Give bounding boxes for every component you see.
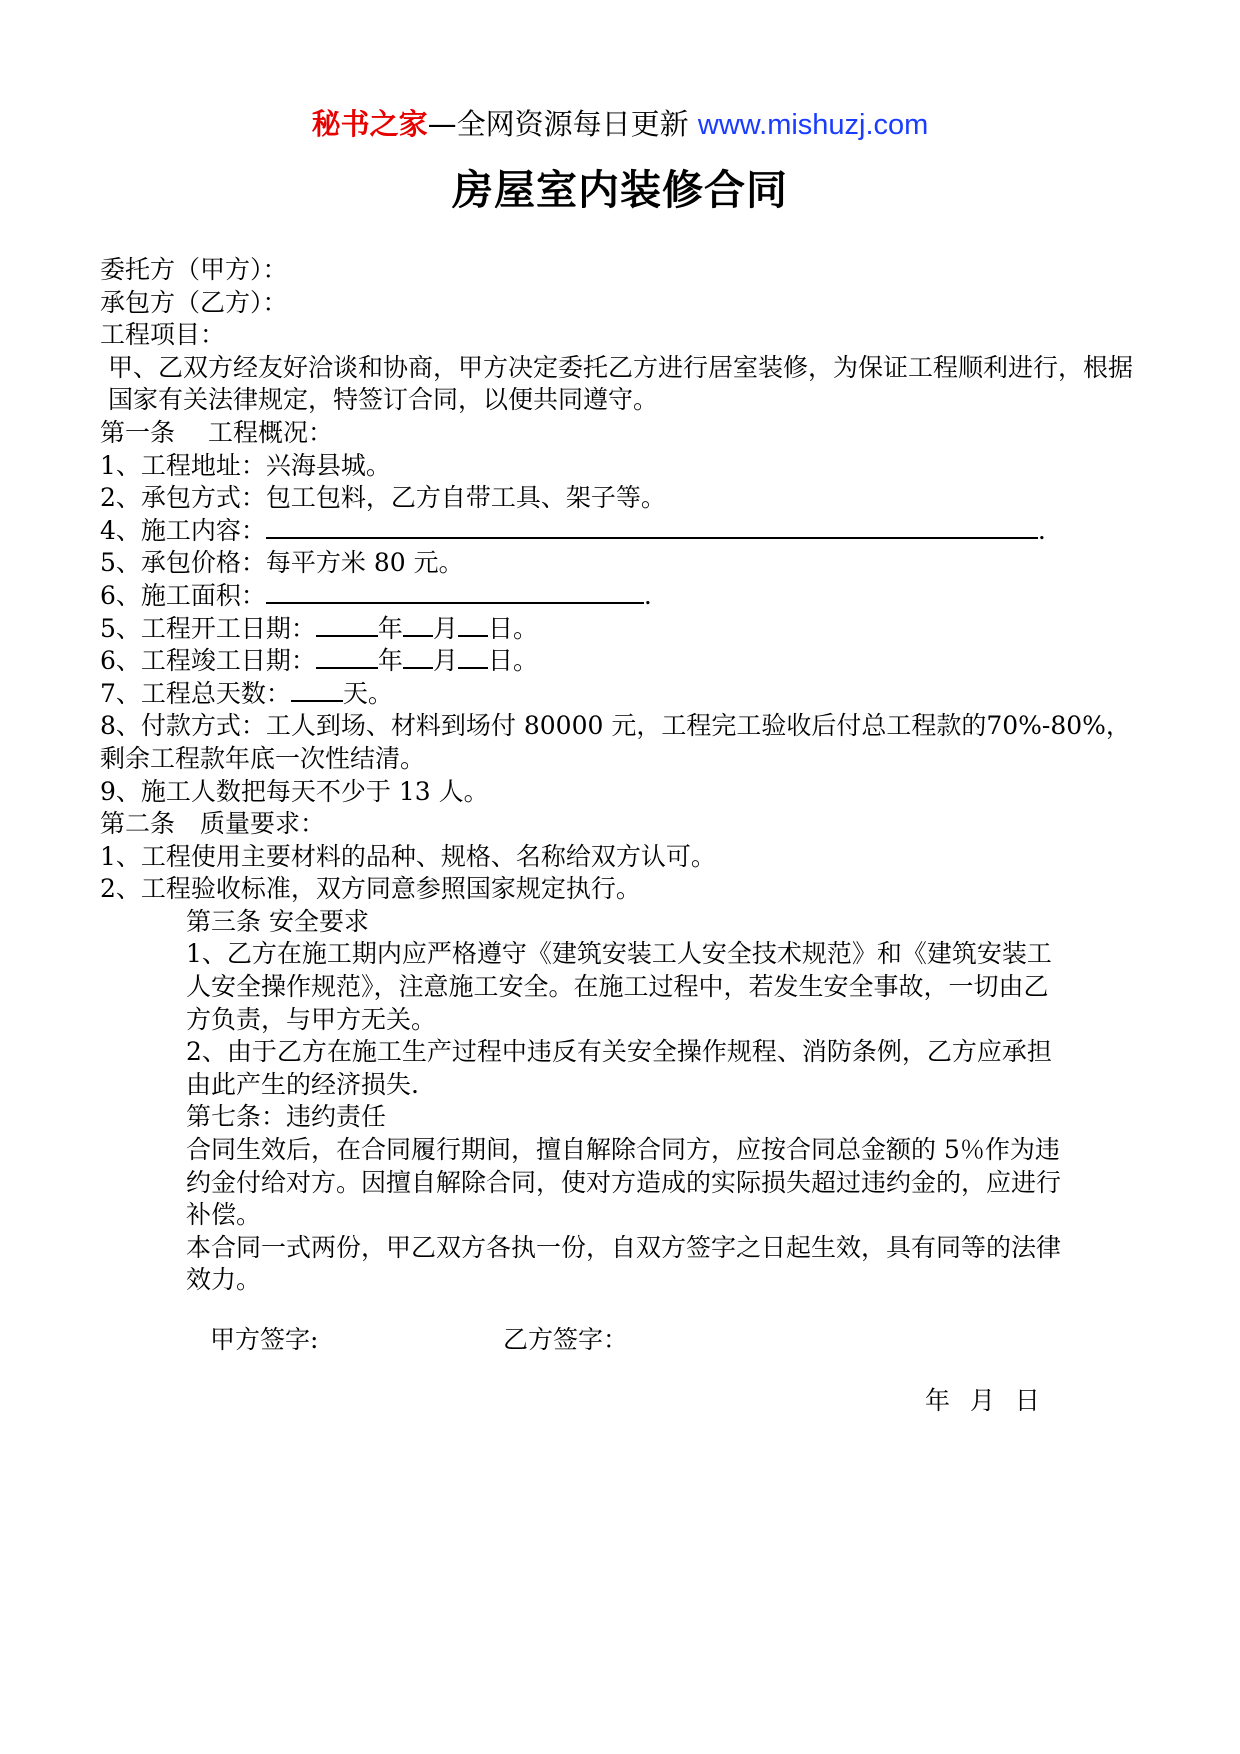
party-b-signature: 乙方签字： (503, 1325, 629, 1354)
finish-day-blank (458, 645, 488, 669)
closing-paragraph: 本合同一式两份，甲乙双方各执一份，自双方签字之日起生效，具有同等的法律效力。 (186, 1232, 1062, 1295)
area-end: . (643, 580, 652, 610)
article3-heading: 第三条 安全要求 (186, 906, 369, 936)
content-blank (266, 515, 1038, 539)
finish-month-unit: 月 (432, 646, 458, 676)
safety-item-2: 2、由于乙方在施工生产过程中违反有关安全操作规程、消防条例，乙方应承担由此产生的经济损失. (186, 1037, 1052, 1099)
start-year-unit: 年 (377, 613, 403, 643)
start-date-item (100, 613, 1140, 646)
article3-section (100, 906, 1066, 1297)
total-days-unit: 天。 (342, 678, 393, 708)
price-item: 5、承包价格：每平方米 80 元。 (100, 548, 464, 578)
acceptance-item: 2、工程验收标准，双方同意参照国家规定执行。 (100, 874, 641, 904)
signature-row (210, 1324, 628, 1356)
finish-date-label: 6、工程竣工日期： (100, 646, 316, 676)
start-year-blank (316, 613, 378, 637)
finish-year-blank (316, 645, 378, 669)
client-line: 委托方（甲方）： (100, 255, 288, 284)
materials-item: 1、工程使用主要材料的品种、规格、名称给双方认可。 (100, 841, 716, 871)
site-header (0, 104, 1240, 145)
address-item: 1、工程地址：兴海县城。 (100, 450, 391, 480)
safety-item-1: 1、乙方在施工期内应严格遵守《建筑安装工人安全技术规范》和《建筑安装工人安全操作规范》，注意施工安全。在施工过程中，若发生安全事故，一切由乙方负责，与甲方无关。 (186, 939, 1052, 1034)
start-month-blank (403, 613, 433, 637)
header-tagline: —全网资源每日更新 (427, 107, 689, 141)
article2-heading: 第二条 质量要求： (100, 809, 326, 839)
document-title: 房屋室内装修合同 (452, 166, 788, 214)
finish-month-blank (403, 645, 433, 669)
preamble-paragraph: 甲、乙双方经友好洽谈和协商，甲方决定委托乙方进行居室装修，为保证工程顺利进行，根据国家有关法律规定，特签订合同，以便共同遵守。 (108, 352, 1134, 415)
site-url-link[interactable]: www.mishuzj.com (697, 109, 929, 141)
contractor-line: 承包方（乙方）： (100, 287, 288, 317)
content-item (100, 515, 1140, 548)
article7-heading: 第七条：违约责任 (186, 1102, 387, 1132)
area-blank (266, 580, 644, 604)
contract-body (100, 254, 1140, 1297)
area-label: 6、施工面积： (100, 580, 266, 610)
party-a-signature: 甲方签字: (210, 1325, 319, 1354)
finish-year-unit: 年 (377, 646, 403, 676)
content-end: . (1037, 515, 1046, 545)
start-day-blank (458, 613, 488, 637)
total-days-label: 7、工程总天数： (100, 678, 291, 708)
finish-day-unit: 日。 (487, 646, 538, 676)
article1-heading: 第一条 工程概况： (100, 417, 333, 447)
content-label: 4、施工内容： (100, 515, 266, 545)
brand-name: 秘书之家 (311, 107, 428, 141)
finish-date-item (100, 645, 1140, 678)
area-item (100, 580, 1140, 613)
workers-item: 9、施工人数把每天不少于 13 人。 (100, 776, 489, 806)
start-date-label: 5、工程开工日期： (100, 613, 316, 643)
signature-date: 年 月 日 (925, 1386, 1040, 1415)
contract-mode-item: 2、承包方式：包工包料，乙方自带工具、架子等。 (100, 483, 666, 513)
payment-item: 8、付款方式：工人到场、材料到场付 80000 元，工程完工验收后付总工程款的70%-80%，剩余工程款年底一次性结清。 (100, 711, 1131, 773)
breach-paragraph: 合同生效后，在合同履行期间，擅自解除合同方，应按合同总金额的 5％作为违约金付给对方。因擅自解除合同，使对方造成的实际损失超过违约金的，应进行补偿。 (186, 1135, 1062, 1230)
total-days-blank (291, 678, 343, 702)
project-line: 工程项目： (100, 320, 226, 350)
start-month-unit: 月 (432, 613, 458, 643)
total-days-item (100, 678, 1140, 711)
start-day-unit: 日。 (487, 613, 538, 643)
